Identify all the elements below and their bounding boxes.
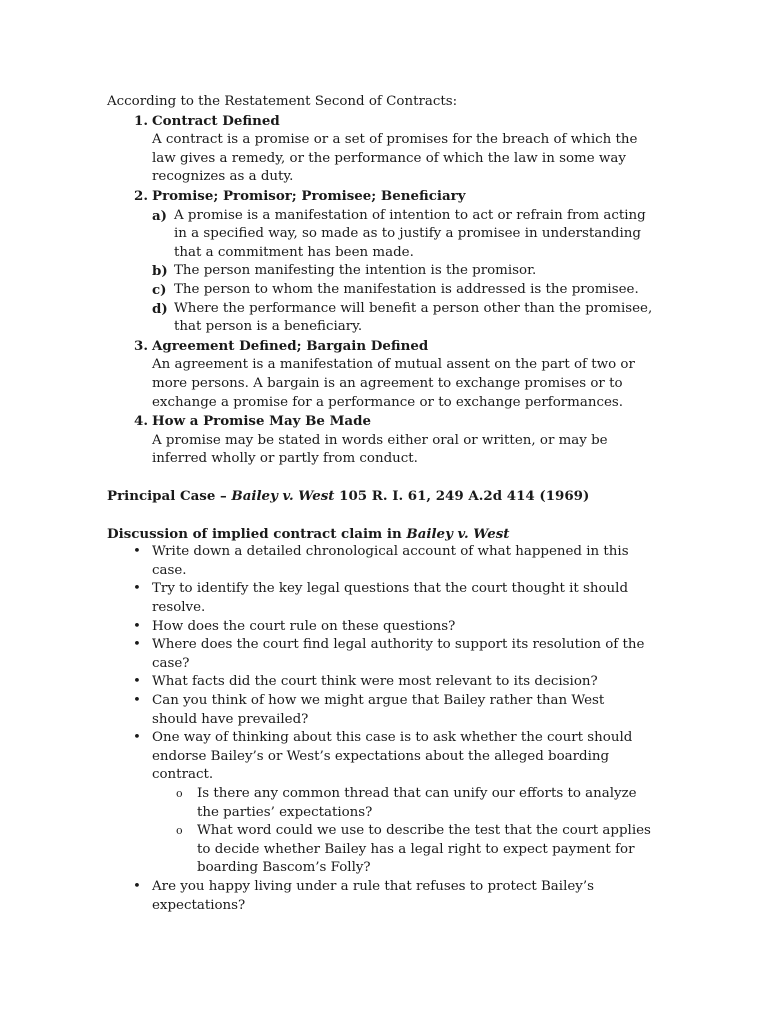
bullet-glyph: • (133, 581, 141, 597)
bullet-glyph: • (133, 674, 141, 690)
section-3 (128, 337, 668, 357)
bullet-text: expectations? (152, 897, 246, 913)
bullet-item (107, 729, 668, 785)
sub-bullet-item (107, 785, 668, 822)
bullet-item (107, 618, 668, 637)
bullet-item (107, 636, 668, 673)
section-title: How a Promise May Be Made (152, 413, 371, 430)
sub-bullet-text: the parties’ expectations? (197, 804, 373, 820)
section-text: more persons. A bargain is an agreement to exchange promises or to (152, 375, 623, 391)
section-2 (128, 187, 668, 207)
section-text: A promise may be stated in words either oral or written, or may be (152, 432, 608, 448)
section-text: recognizes as a duty. (152, 169, 294, 185)
discussion-heading (107, 525, 668, 544)
bullet-item (107, 543, 668, 580)
bullet-text: resolve. (152, 600, 206, 616)
item-label: d) (152, 300, 168, 317)
section-number: 2. (134, 187, 148, 204)
list-item (107, 207, 668, 263)
sub-bullet-text: boarding Bascom’s Folly? (197, 860, 371, 876)
section-title: Agreement Defined; Bargain Defined (152, 337, 429, 354)
bullet-text: Write down a detailed chronological account of what happened in this (152, 544, 629, 560)
bullet-text: What facts did the court think were most relevant to its decision? (152, 674, 598, 690)
section-text: A contract is a promise or a set of promises for the breach of which the (152, 132, 638, 148)
discussion-heading-prefix: Discussion of implied contract claim in (107, 525, 407, 542)
item-text: in a specified way, so made as to justify a promisee in understanding (174, 226, 641, 242)
bullet-text: Try to identify the key legal questions that the court thought it should (152, 581, 629, 597)
bullet-glyph: • (133, 544, 141, 560)
section-number: 1. (134, 112, 148, 129)
principal-case-name: Bailey v. West (231, 488, 335, 505)
bullet-glyph: • (133, 730, 141, 746)
bullet-text: How does the court rule on these questions? (152, 618, 456, 634)
item-text: The person to whom the manifestation is addressed is the promisee. (174, 281, 639, 297)
bullet-glyph: • (133, 618, 141, 634)
bullet-text: Where does the court find legal authority to support its resolution of the (152, 637, 645, 653)
sub-bullet-glyph: o (176, 786, 183, 800)
section-4 (128, 412, 668, 432)
section-title: Contract Defined (152, 112, 280, 129)
section-number: 3. (134, 337, 148, 354)
bullet-glyph: • (133, 878, 141, 894)
sub-bullet-text: to decide whether Bailey has a legal right to expect payment for (197, 841, 635, 857)
sub-bullet-item (107, 822, 668, 878)
bullet-text: case. (152, 562, 187, 578)
bullet-text: case? (152, 655, 190, 671)
bullet-text: Can you think of how we might argue that Bailey rather than West (152, 693, 605, 708)
bullet-text: endorse Bailey’s or West’s expectations about the alleged boarding (152, 748, 610, 764)
section-text: law gives a remedy, or the performance of which the law in some way (152, 150, 626, 166)
item-text: that a commitment has been made. (174, 244, 414, 260)
sub-bullet-glyph: o (176, 824, 183, 838)
bullet-item (107, 878, 668, 915)
bullet-glyph: • (133, 637, 141, 653)
item-label: c) (152, 281, 167, 298)
item-text: The person manifesting the intention is the promisor. (174, 263, 537, 279)
sub-bullet-text: Is there any common thread that can unify our efforts to analyze (197, 785, 637, 801)
item-text: that person is a beneficiary. (174, 319, 363, 335)
bullet-text: One way of thinking about this case is to ask whether the court should (152, 730, 633, 746)
section-text: An agreement is a manifestation of mutual assent on the part of two or (152, 357, 635, 373)
item-label: a) (152, 207, 168, 224)
sub-bullet-text: What word could we use to describe the test that the court applies (197, 823, 651, 839)
list-item (107, 300, 668, 337)
bullet-text: should have prevailed? (152, 711, 309, 727)
bullet-glyph: • (133, 693, 141, 708)
item-label: b) (152, 263, 168, 280)
principal-prefix: Principal Case – (107, 488, 232, 505)
bullet-item (107, 673, 668, 692)
section-text: exchange a promise for a performance or to exchange performances. (152, 394, 624, 410)
item-text: A promise is a manifestation of intention to act or refrain from acting (174, 207, 646, 223)
intro-text: According to the Restatement Second of Contracts: (107, 94, 458, 109)
bullet-text: Are you happy living under a rule that refuses to protect Bailey’s (152, 878, 594, 894)
principal-citation: 105 R. I. 61, 249 A.2d 414 (1969) (334, 488, 590, 505)
section-title: Promise; Promisor; Promisee; Beneficiary (152, 187, 466, 204)
bullet-item (107, 692, 668, 729)
section-number: 4. (134, 413, 148, 430)
item-text: Where the performance will benefit a person other than the promisee, (174, 300, 653, 316)
discussion-heading-case: Bailey v. West (406, 525, 510, 542)
bullet-text: contract. (152, 767, 214, 783)
bullet-item (107, 580, 668, 617)
list-item (107, 262, 668, 281)
list-item (107, 281, 668, 300)
section-text: inferred wholly or partly from conduct. (152, 451, 418, 467)
principal-case-heading (107, 487, 668, 506)
section-1 (128, 112, 668, 132)
